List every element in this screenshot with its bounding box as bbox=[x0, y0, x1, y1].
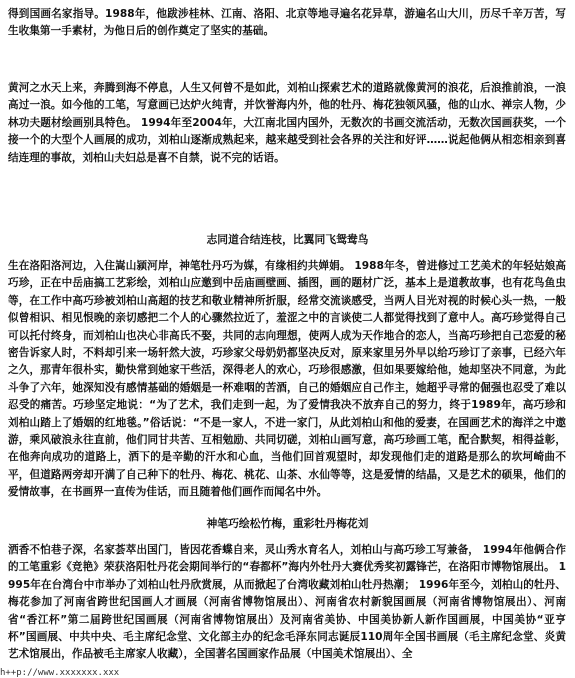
section-heading-marriage: 志同道合结连枝，比翼同飞鸳鸯鸟 bbox=[206, 233, 369, 246]
scan-artifact-text: h++p://www.xxxxxxx.xxx bbox=[0, 668, 120, 678]
section-heading-exhibitions: 神笔巧绘松竹梅，重彩牡丹梅花刘 bbox=[206, 517, 369, 530]
paragraph-exhibitions: 洒香不怕巷子深，名家荟萃出国门，皆因花香蝶自来，灵山秀水育名人，刘柏山与高巧珍工写兼备， 1994年他俩合作的工笔重彩《竞艳》荣获洛阳牡丹花会期间举行的“春都杯”海内外牡丹大赛优秀奖初露锋芒，在洛阳市博物馆展出。 1995年在台湾台中市举办了刘柏山牡丹欣赏展，从而掀起了台湾收藏刘柏山牡丹热潮； 1996年至今，刘柏山的牡丹、梅花参加了河南省跨世纪国画人才画展（河南省博物馆展出）、河南省农村新貌国画展（河南省博物馆展出）、河南省“香江杯”第二届跨世纪国画展（河南省博物馆展出）及河南省美协、中国美协新人新作国画展，中国美协“亚亨杯”国画展、中共中央、毛主席纪念堂、文化部主办的纪念毛泽东同志诞辰110周年全国书画展（毛主席纪念堂、炎黄艺术馆展出，作品被毛主席家人收藏），全国著名国画家作品展（中国美术馆展出）、全 bbox=[8, 544, 566, 661]
paragraph-artistic-growth: 黄河之水天上来，奔腾到海不停息，人生又何曾不是如此，刘柏山探索艺术的道路就像黄河的浪花，后浪推前浪，一浪高过一浪。如今他的工笔，写意画已达炉火纯青，并饮誉海内外，他的牡丹、梅花独领风骚，他的山水、禅宗人物，少林功夫题材绘画别具特色。 1994年至2004年，大江南北国内国外，无数次的书画交流活动，无数次国画获奖，一个接一个的大型个人画展的成功，刘柏山逐渐成熟起来，越来越受到社会各界的关注和好评……说起他俩从相恋相亲到喜结连理的事故，刘柏山夫妇总是喜不自禁，说不完的话语。 bbox=[8, 82, 566, 164]
paragraph-love-story: 生在洛阳洛河边，入住嵩山颍河岸，神笔牡丹巧为媒，有缘相约共婵娟。 1988年冬，曾进修过工艺美术的年轻姑娘高巧珍，正在中岳庙搞工艺彩绘，刘柏山应邀到中岳庙画壁画、插图，画的题材广泛，基本上是道教故事，也有花鸟鱼虫等，在工作中高巧珍被刘柏山高超的技艺和敬业精神所折服，经常交流谈感受，当两人目光对视的时候心头一热，一般似曾相识、相见恨晚的亲切感把二个人的心骤然拉近了，羞涩之中的言谈使二人都觉得找到了意中人。高巧珍觉得自己可以托付终身，而刘柏山也决心非高氏不娶，共同的志向理想，使两人成为天作地合的恋人，当高巧珍把自己恋爱的秘密告诉家人时，不料却引来一场轩然大波，巧珍家父母奶奶都坚决反对，原来家里另外早以给巧珍订了亲事，已经六年之久，那青年很朴实，勤快常到她家干些活，深得老人的欢心，巧珍很感激，但如果要嫁给他，她却坚决不同意，为此斗争了六年，她深知没有感情基础的婚姻是一杯难咽的苦酒，自己的婚姻应自己作主，她超乎寻常的倔强也忍受了难以忍受的痛苦。巧珍坚定地说：“为了艺术，我们走到一起，为了爱情我决不放弃自己的努力，终于1989年，高巧珍和刘柏山踏上了婚姻的红地毯。”俗话说：“不是一家人，不进一家门，从此刘柏山和他的爱妻，在国画艺术的海洋之中遨游，乘风破浪永往直前，他们同甘共苦、互相勉励、共同切磋，刘柏山画写意，高巧珍画工笔，配合默契，相得益彰，在他奔向成功的道路上，洒下的是辛勤的汗水和心血，当他们回首观望时，却发现他们走的道路是那么的坎坷崎曲不平，但道路两旁却开满了自己种下的牡丹、梅花、桃花、山茶、水仙等等，这是爱情的结晶，又是艺术的硕果，他们的爱情故事，在书画界一直传为佳话，而且随着他们画作而闻名中外。 bbox=[8, 260, 566, 499]
paragraph-intro-training: 得到国画名家指导。1988年，他跋涉桂林、江南、洛阳、北京等地寻遍名花异草，游遍名山大川，历尽千辛万苦，写生收集第一手素材，为他日后的创作奠定了坚实的基础。 bbox=[8, 8, 566, 38]
